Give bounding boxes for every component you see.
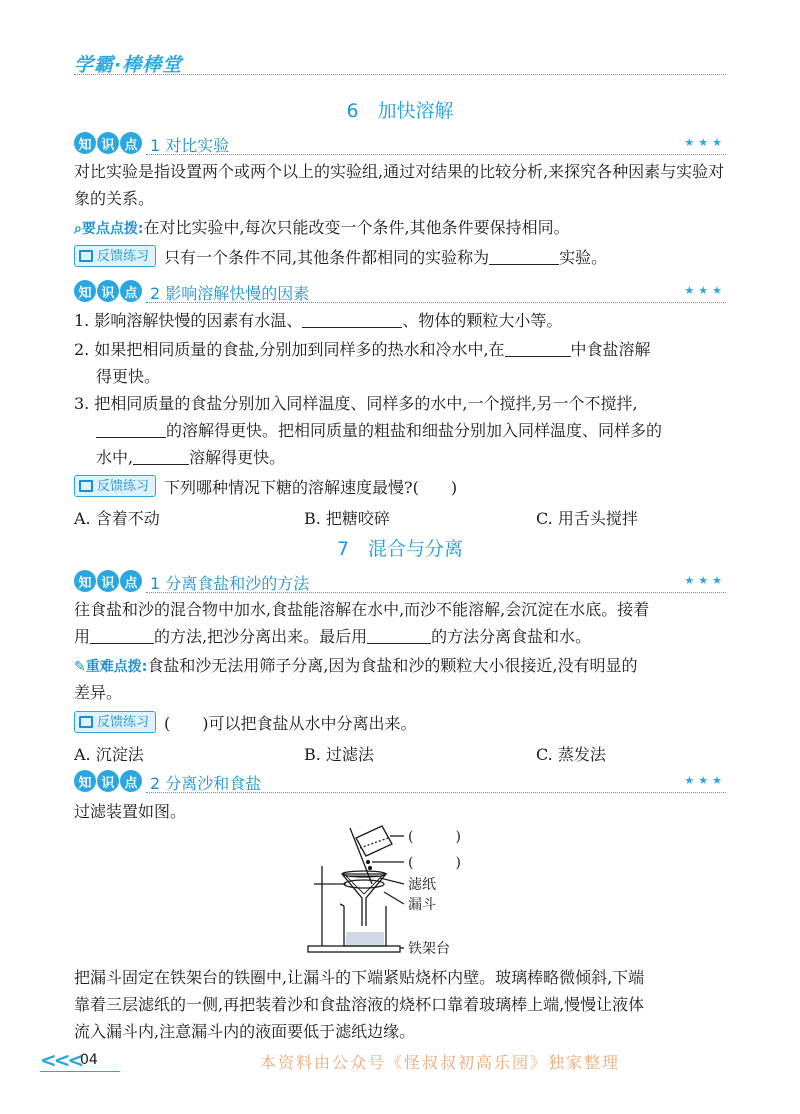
kp1-tip: ⌕要点点拨:在对比实验中,每次只能改变一个条件,其他条件要保持相同。 (74, 214, 726, 243)
option-b[interactable]: B. 把糖咬碎 (304, 509, 390, 528)
kp4-intro: 过滤装置如图。 (74, 802, 187, 821)
option-b[interactable]: B. 过滤法 (304, 745, 374, 764)
label-stand: 铁架台 (408, 941, 450, 957)
page-header (74, 46, 726, 76)
kp2-item-3-cont: 的溶解得更快。把相同质量的粗盐和细盐分别加入同样温度、同样多的 (74, 417, 726, 444)
pouring-beaker (356, 826, 392, 856)
tip-label: ⌕要点点拨: (74, 221, 144, 237)
kp1-feedback: 反馈练习 只有一个条件不同,其他条件都相同的实验称为 实验。 (74, 244, 726, 271)
funnel (342, 874, 386, 926)
label-blank-1: ( ) (408, 829, 461, 845)
section-title-7: 7 混合与分离 (336, 538, 464, 560)
knowledge-point-3-header (74, 570, 726, 594)
book-icon (79, 480, 93, 492)
difficulty-stars: ★★★ (684, 574, 726, 587)
answer-blank[interactable] (505, 338, 571, 357)
knowledge-point-1-header (74, 132, 726, 156)
kp2-item-2: 2. 如果把相同质量的食盐,分别加到同样多的热水和冷水中,在 中食盐溶解 (74, 340, 651, 359)
kp-title: 1 分离食盐和沙的方法 (150, 574, 310, 593)
answer-blank[interactable] (96, 419, 166, 438)
filtration-apparatus-diagram (300, 822, 500, 958)
kp-title: 1 对比实验 (150, 136, 230, 155)
kp-divider (146, 154, 726, 155)
kp3-tip-cont: 差异。 (74, 683, 123, 702)
option-a[interactable]: A. 含着不动 (74, 509, 160, 528)
kp1-body: 对比实验是指设置两个或两个以上的实验组,通过对结果的比较分析,来探究各种因素与实验对象的关系。 (74, 162, 725, 208)
kp2-item-2-cont: 得更快。 (96, 367, 161, 386)
answer-blank[interactable] (489, 246, 559, 265)
kp2-item-3: 3. 把相同质量的食盐分别加入同样温度、同样多的水中,一个搅拌,另一个不搅拌, (74, 394, 638, 413)
magnifier-icon: ⌕ (74, 221, 82, 237)
feedback-badge: 反馈练习 (74, 711, 156, 733)
kp-title: 2 影响溶解快慢的因素 (150, 284, 310, 303)
difficulty-stars: ★★★ (684, 136, 726, 149)
book-icon (79, 716, 93, 728)
pencil-icon: ✎ (74, 659, 86, 675)
brand-logo: 学霸·棒棒堂 (74, 54, 183, 76)
header-divider (74, 74, 726, 75)
difficulty-stars: ★★★ (684, 284, 726, 297)
kp4-body-3: 流入漏斗内,注意漏斗内的液面要低于滤纸边缘。 (74, 1022, 416, 1041)
page-number: 04 (80, 1052, 98, 1068)
kp4-body-1: 把漏斗固定在铁架台的铁圈中,让漏斗的下端紧贴烧杯内壁。玻璃棒略微倾斜,下端 (74, 968, 645, 987)
kp-divider (146, 592, 726, 593)
stand-base (308, 946, 400, 952)
kp-divider (146, 792, 726, 793)
kp3-feedback: 反馈练习 ( )可以把食盐从水中分离出来。 (74, 710, 726, 737)
knowledge-point-4-header (74, 770, 726, 794)
option-a[interactable]: A. 沉淀法 (74, 745, 144, 764)
difficulty-stars: ★★★ (684, 774, 726, 787)
kp4-body-2: 靠着三层滤纸的一侧,再把装着沙和食盐溶液的烧杯口靠着玻璃棒上端,慢慢让液体 (74, 995, 645, 1014)
kp2-feedback: 反馈练习 下列哪种情况下糖的溶解速度最慢?( ) (74, 474, 726, 501)
knowledge-point-2-header (74, 280, 726, 304)
feedback-badge: 反馈练习 (74, 475, 156, 497)
kp3-body-1: 往食盐和沙的混合物中加水,食盐能溶解在水中,而沙不能溶解,会沉淀在水底。接着 (74, 600, 650, 619)
knowledge-point-badge: 知 识 点 (74, 570, 143, 592)
kp2-item-3-cont2: 水中, 溶解得更快。 (96, 448, 286, 467)
kp-title: 2 分离沙和食盐 (150, 774, 262, 793)
knowledge-point-badge: 知 识 点 (74, 280, 143, 302)
footer-divider (40, 1071, 120, 1072)
kp2-item-1: 1. 影响溶解快慢的因素有水温、 、物体的颗粒大小等。 (74, 311, 563, 330)
feedback-badge: 反馈练习 (74, 245, 156, 267)
footer-note: 本资料由公众号《怪叔叔初高乐园》独家整理 (260, 1053, 621, 1072)
label-blank-2: ( ) (408, 855, 461, 871)
answer-blank[interactable] (133, 446, 189, 465)
knowledge-point-badge: 知 识 点 (74, 132, 143, 154)
chevron-left-icon: <<< (40, 1048, 82, 1072)
answer-blank[interactable] (302, 309, 402, 328)
answer-blank[interactable] (367, 625, 431, 644)
tip-label: ✎重难点拨: (74, 659, 148, 675)
label-funnel: 漏斗 (408, 897, 436, 913)
knowledge-point-badge: 知 识 点 (74, 770, 143, 792)
kp3-tip: ✎重难点拨:食盐和沙无法用筛子分离,因为食盐和沙的颗粒大小很接近,没有明显的 (74, 652, 726, 681)
option-c[interactable]: C. 用舌头搅拌 (536, 509, 638, 528)
kp3-body-2: 用 的方法,把沙分离出来。最后用 的方法分离食盐和水。 (74, 627, 592, 646)
label-filter-paper: 滤纸 (408, 877, 436, 893)
book-icon (79, 250, 93, 262)
kp-divider (146, 302, 726, 303)
section-title-6: 6 加快溶解 (346, 100, 454, 122)
answer-blank[interactable] (90, 625, 154, 644)
option-c[interactable]: C. 蒸发法 (536, 745, 606, 764)
